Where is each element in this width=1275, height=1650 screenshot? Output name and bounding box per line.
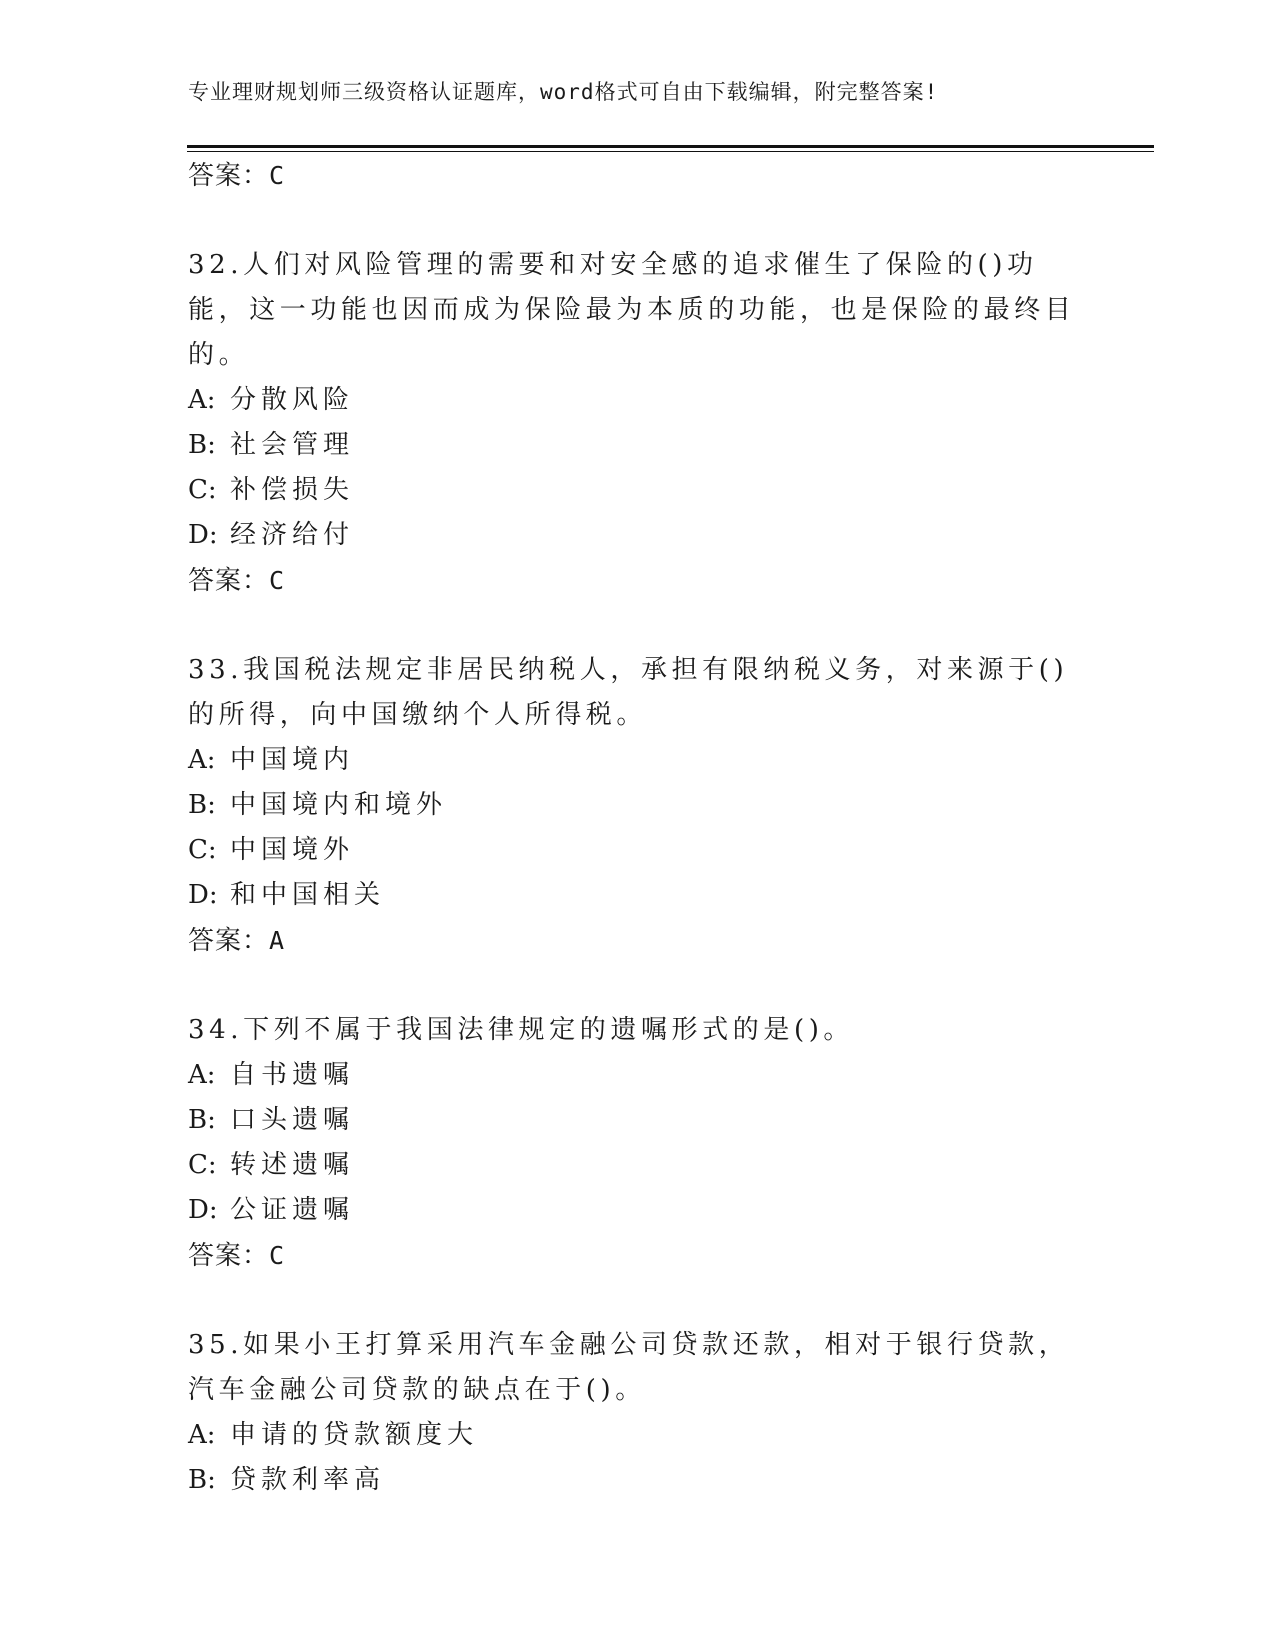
option-c	[188, 468, 1088, 513]
option-text: 经济给付	[230, 520, 355, 550]
option-letter: B:	[188, 790, 216, 820]
option-text: 社会管理	[230, 430, 355, 460]
header-divider-thin	[187, 151, 1154, 152]
option-letter: D:	[188, 520, 218, 550]
option-letter: B:	[188, 430, 216, 460]
option-letter: C:	[188, 475, 217, 505]
option-b	[188, 1458, 1088, 1503]
header-divider-thick	[187, 145, 1154, 148]
option-text: 申请的贷款额度大	[230, 1420, 479, 1450]
option-b	[188, 423, 1088, 468]
option-letter: D:	[188, 880, 218, 910]
answer-line	[188, 918, 1088, 964]
option-b	[188, 1098, 1088, 1143]
option-d	[188, 873, 1088, 918]
answer-value: C	[269, 1241, 285, 1270]
option-a	[188, 1053, 1088, 1098]
option-d	[188, 1188, 1088, 1233]
answer-label: 答案：	[188, 926, 270, 956]
option-letter: A:	[188, 745, 216, 775]
answer-value: A	[269, 926, 285, 955]
option-letter: C:	[188, 835, 217, 865]
option-a	[188, 738, 1088, 783]
answer-line	[188, 153, 1088, 199]
option-letter: D:	[188, 1195, 218, 1225]
option-text: 中国境内	[230, 745, 355, 775]
answer-label: 答案：	[188, 1241, 270, 1271]
option-text: 口头遗嘱	[230, 1105, 355, 1135]
option-text: 自书遗嘱	[230, 1060, 355, 1090]
option-text: 补偿损失	[230, 475, 355, 505]
question-item	[188, 648, 1088, 964]
option-a	[188, 378, 1088, 423]
option-text: 贷款利率高	[230, 1465, 386, 1495]
option-c	[188, 1143, 1088, 1188]
option-letter: A:	[188, 1420, 216, 1450]
option-b	[188, 783, 1088, 828]
answer-line	[188, 558, 1088, 604]
question-item	[188, 243, 1088, 604]
option-text: 分散风险	[230, 385, 355, 415]
option-d	[188, 513, 1088, 558]
answer-value: C	[269, 161, 285, 190]
option-letter: B:	[188, 1105, 216, 1135]
page-header: 专业理财规划师三级资格认证题库，word格式可自由下载编辑，附完整答案!	[188, 80, 939, 104]
question-text: 35.如果小王打算采用汽车金融公司贷款还款，相对于银行贷款，汽车金融公司贷款的缺点在于()。	[188, 1330, 1070, 1405]
answer-line	[188, 1233, 1088, 1279]
question-text: 33.我国税法规定非居民纳税人，承担有限纳税义务，对来源于()的所得，向中国缴纳个人所得税。	[188, 655, 1069, 730]
question-text: 32.人们对风险管理的需要和对安全感的追求催生了保险的()功能，这一功能也因而成为保险最为本质的功能，也是保险的最终目的。	[188, 250, 1076, 370]
option-text: 中国境内和境外	[230, 790, 448, 820]
question-text: 34.下列不属于我国法律规定的遗嘱形式的是()。	[188, 1015, 855, 1045]
answer-label: 答案：	[188, 566, 270, 596]
option-c	[188, 828, 1088, 873]
question-list	[188, 153, 1088, 1503]
option-letter: A:	[188, 385, 216, 415]
option-text: 中国境外	[230, 835, 355, 865]
option-text: 公证遗嘱	[230, 1195, 355, 1225]
option-letter: A:	[188, 1060, 216, 1090]
option-text: 转述遗嘱	[230, 1150, 355, 1180]
answer-label: 答案：	[188, 161, 270, 191]
option-letter: B:	[188, 1465, 216, 1495]
question-item	[188, 1008, 1088, 1279]
option-letter: C:	[188, 1150, 217, 1180]
answer-value: C	[269, 566, 285, 595]
question-item	[188, 1323, 1088, 1503]
option-text: 和中国相关	[230, 880, 386, 910]
option-a	[188, 1413, 1088, 1458]
